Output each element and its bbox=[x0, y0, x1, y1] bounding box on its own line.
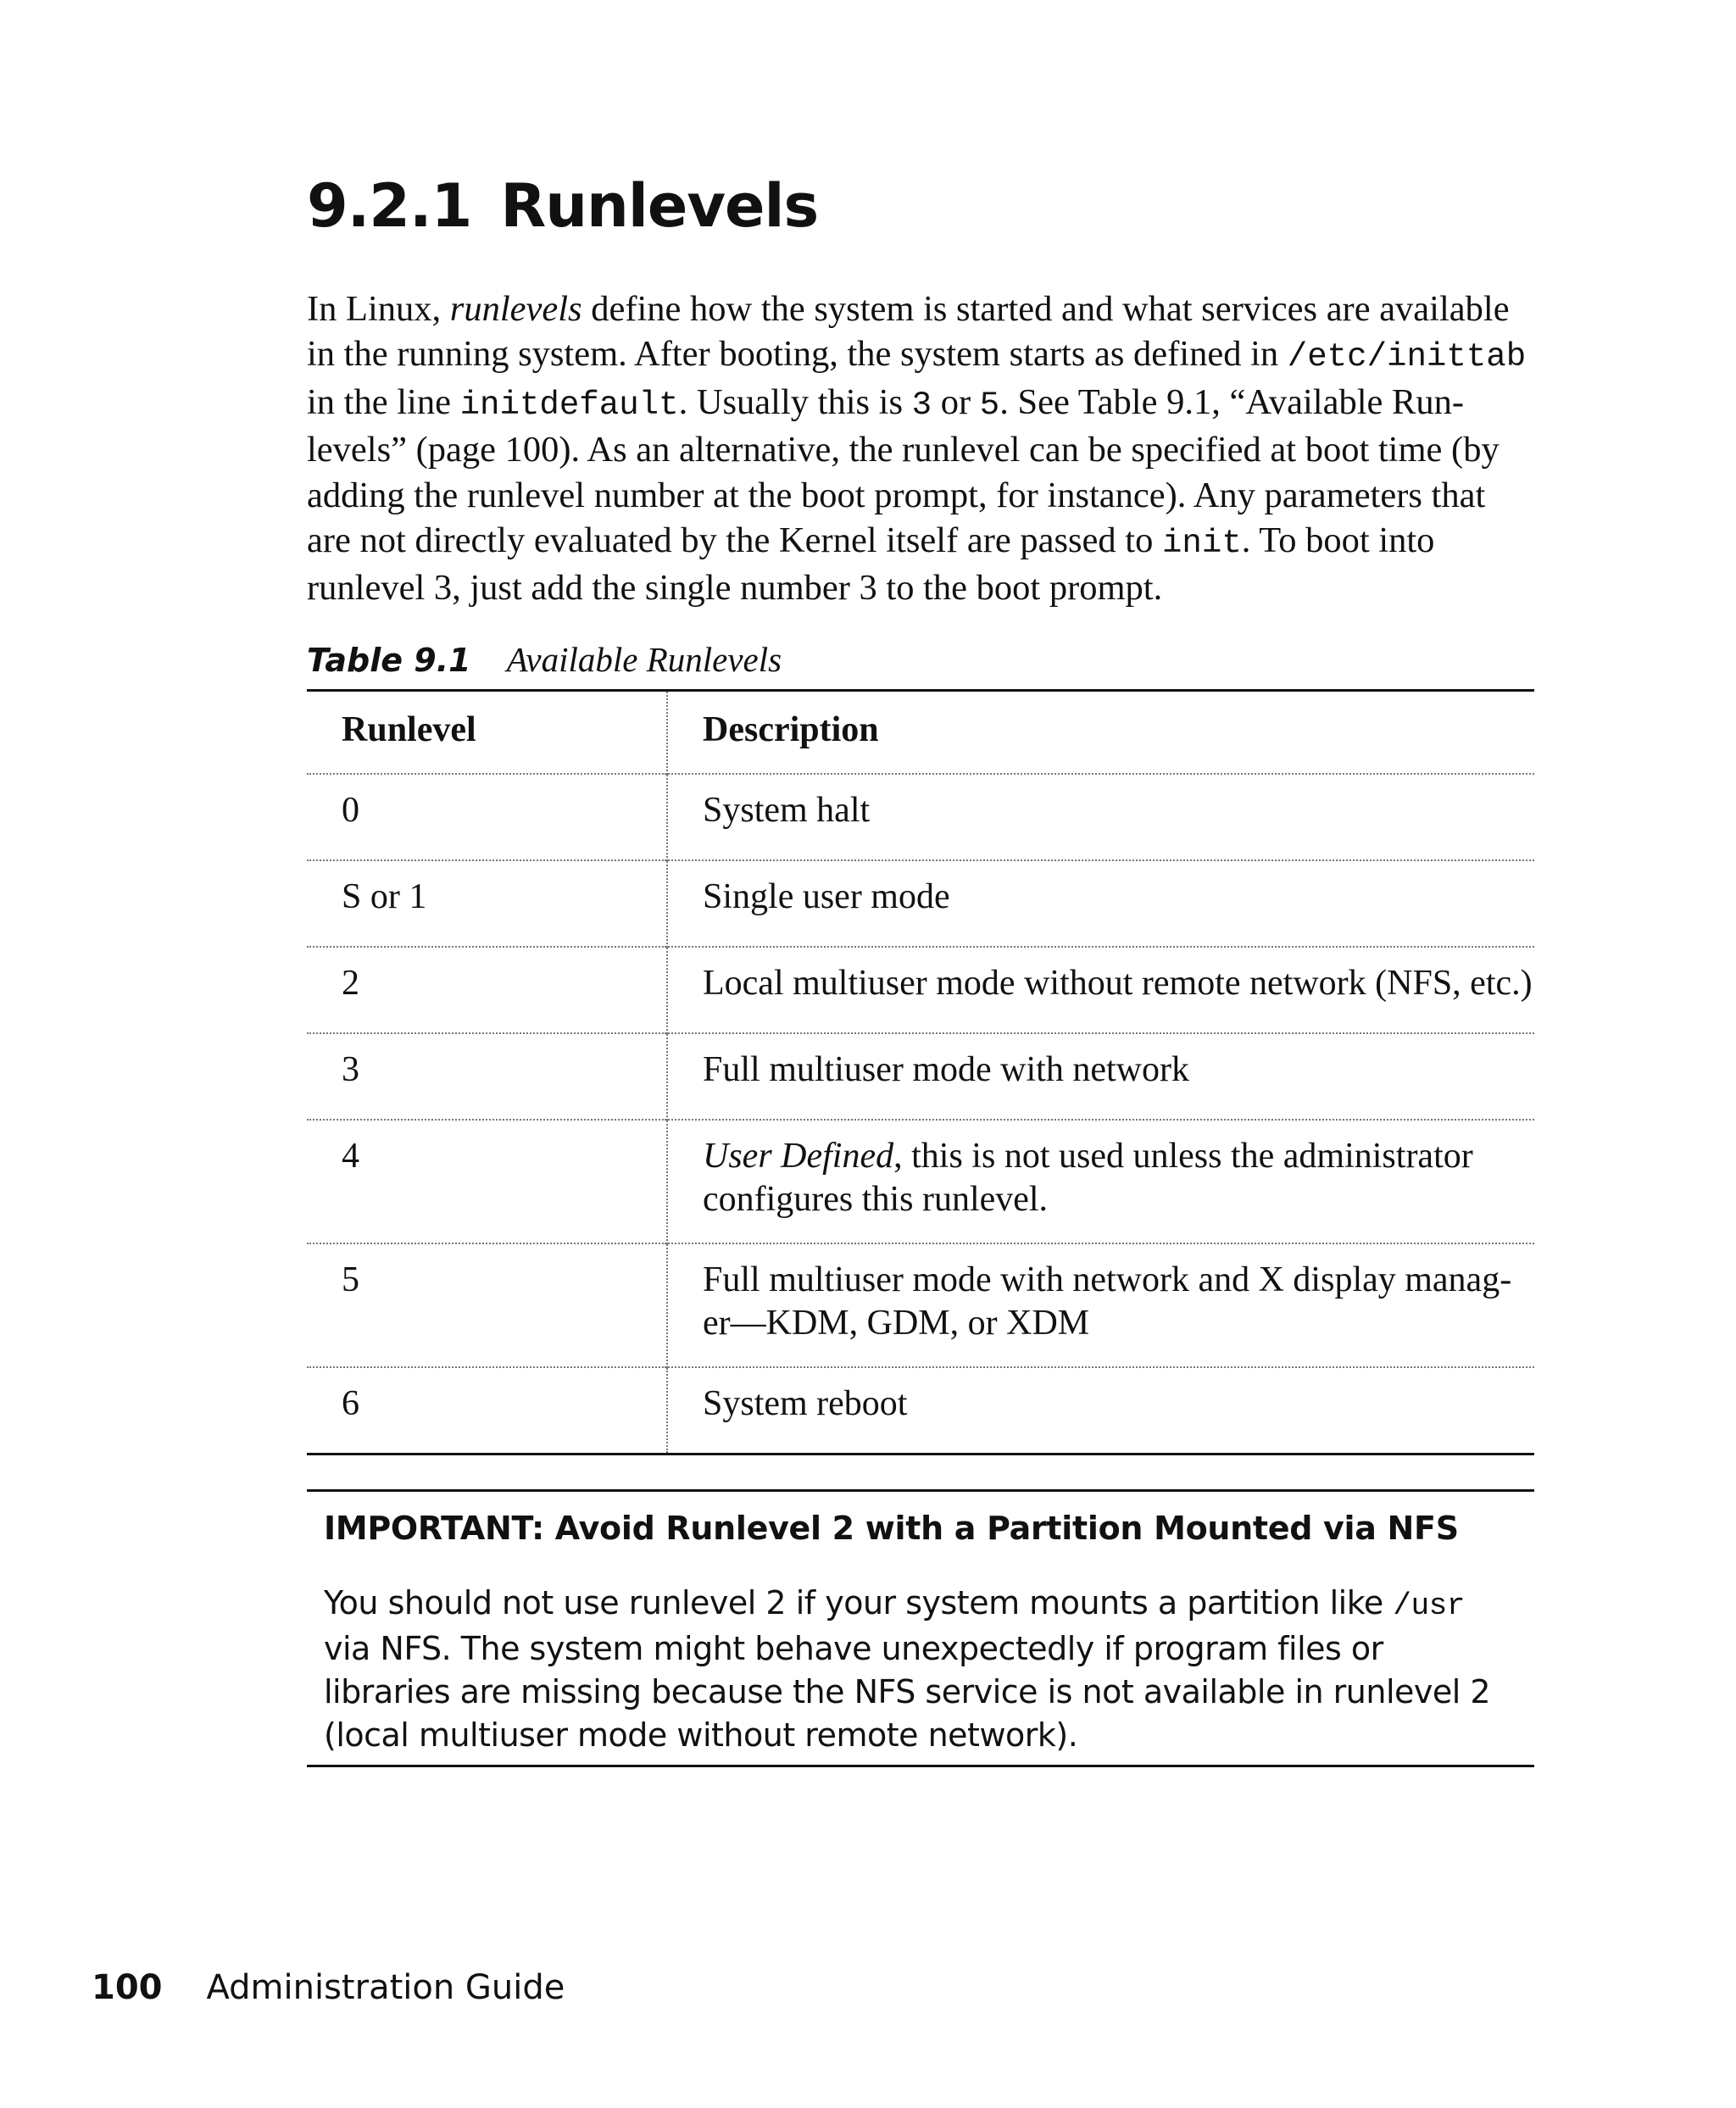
table-row bbox=[307, 860, 1534, 947]
code-inittab: /etc/inittab bbox=[1287, 337, 1527, 376]
section-title: Runlevels bbox=[500, 171, 819, 241]
intro-emphasis-runlevels: runlevels bbox=[449, 289, 582, 329]
intro-text: define how the system is started and what services are available in the running system. After booting, the system starts as defined in bbox=[307, 289, 1510, 375]
column-header-description: Description bbox=[703, 710, 879, 749]
intro-text: . See Table 9.1, “Available Run-levels” (page 100). As an alternative, the runlevel can be specified at boot time (by adding the runlevel number at the boot prompt, for instance). Any parameters that are not directly evaluated by the Kernel itself are passed to bbox=[307, 381, 1500, 561]
code-usr: /usr bbox=[1393, 1588, 1465, 1623]
description-cell: Full multiuser mode with network bbox=[667, 1033, 1534, 1120]
table-row bbox=[307, 774, 1534, 860]
runlevel-cell: 5 bbox=[307, 1243, 667, 1367]
table-header-row bbox=[307, 691, 1534, 774]
table-row bbox=[307, 1033, 1534, 1120]
description-cell: Full multiuser mode with network and X display manag-er—KDM, GDM, or XDM bbox=[667, 1243, 1534, 1367]
important-note bbox=[307, 1489, 1534, 1767]
page-number: 100 bbox=[92, 1968, 163, 2007]
intro-text: . Usually this is bbox=[678, 381, 912, 422]
book-title: Administration Guide bbox=[206, 1968, 565, 2007]
description-emphasis: User Defined bbox=[703, 1136, 894, 1176]
runlevels-table bbox=[307, 689, 1534, 1455]
code-runlevel-3: 3 bbox=[911, 385, 932, 424]
description-cell: Local multiuser mode without remote network (NFS, etc.) bbox=[667, 947, 1534, 1033]
runlevel-cell: 0 bbox=[307, 774, 667, 860]
important-note-text: You should not use runlevel 2 if your system mounts a partition like bbox=[324, 1584, 1394, 1621]
important-note-title: IMPORTANT: Avoid Runlevel 2 with a Partition Mounted via NFS bbox=[324, 1510, 1459, 1547]
description-cell: System reboot bbox=[667, 1367, 1534, 1454]
description-cell: System halt bbox=[667, 774, 1534, 860]
intro-text: or bbox=[932, 381, 980, 422]
code-runlevel-5: 5 bbox=[979, 385, 1000, 424]
table-row bbox=[307, 1120, 1534, 1243]
intro-text: in the line bbox=[307, 381, 460, 422]
table-row bbox=[307, 1367, 1534, 1454]
important-note-text: via NFS. The system might behave unexpectedly if program files or libraries are missing because the NFS service is not available in runlevel 2 (local multiuser mode without remote network). bbox=[324, 1630, 1491, 1754]
intro-text: . To boot into runlevel 3, just add the single number 3 to the boot prompt. bbox=[307, 520, 1435, 609]
table-caption bbox=[307, 637, 782, 682]
runlevel-cell: 2 bbox=[307, 947, 667, 1033]
section-number: 9.2.1 bbox=[307, 171, 472, 241]
runlevel-cell: S or 1 bbox=[307, 860, 667, 947]
code-initdefault: initdefault bbox=[459, 385, 679, 424]
table-row bbox=[307, 947, 1534, 1033]
page-footer bbox=[92, 1966, 565, 2009]
table-caption-title: Available Runlevels bbox=[506, 640, 782, 679]
runlevel-cell: 3 bbox=[307, 1033, 667, 1120]
table-caption-label: Table 9.1 bbox=[307, 642, 471, 679]
intro-paragraph bbox=[307, 286, 1534, 611]
runlevel-cell: 4 bbox=[307, 1120, 667, 1243]
description-cell bbox=[667, 1120, 1534, 1243]
intro-text: In Linux, bbox=[307, 289, 450, 329]
description-text: , this is not used unless the administrator configures this runlevel. bbox=[703, 1136, 1473, 1219]
important-note-body bbox=[324, 1582, 1517, 1757]
code-init: init bbox=[1161, 524, 1242, 563]
table-row bbox=[307, 1243, 1534, 1367]
column-header-runlevel: Runlevel bbox=[307, 691, 667, 774]
section-heading bbox=[307, 171, 819, 241]
runlevel-cell: 6 bbox=[307, 1367, 667, 1454]
description-cell: Single user mode bbox=[667, 860, 1534, 947]
